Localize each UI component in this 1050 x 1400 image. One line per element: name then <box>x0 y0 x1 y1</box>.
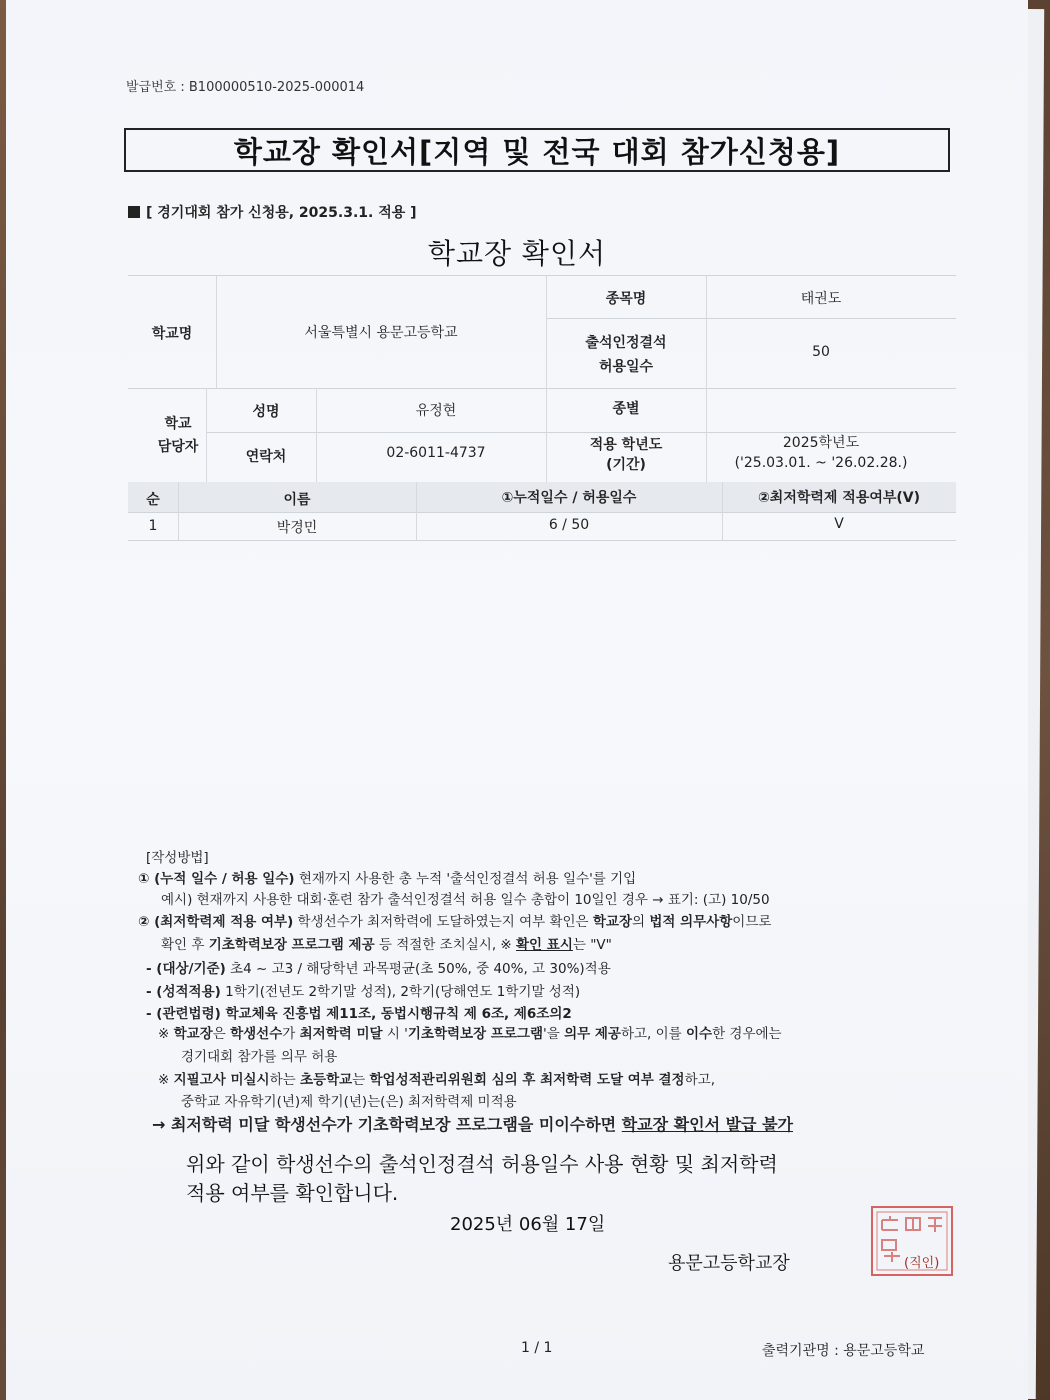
contact-label: 연락처 <box>245 449 287 465</box>
year-value-1: 2025학년도 <box>782 435 860 451</box>
issue-number: 발급번호 : B100000510-2025-000014 <box>126 80 365 95</box>
col-header-minimum: ②최저학력제 적용여부(V) <box>757 490 921 506</box>
name-value: 유정현 <box>415 403 457 419</box>
row-minimum: V <box>834 516 844 532</box>
school-seal <box>868 1204 958 1280</box>
confirm-line-1: 위와 같이 학생선수의 출석인정결석 허용일수 사용 현황 및 최저학력 <box>186 1152 778 1176</box>
school-label: 학교명 <box>151 326 193 342</box>
sport-value: 태권도 <box>800 291 842 307</box>
header-title-box <box>124 128 950 172</box>
col-header-days: ①누적일수 / 허용일수 <box>501 490 637 506</box>
absence-label-2: 허용일수 <box>598 359 654 375</box>
col-header-name: 이름 <box>283 492 311 508</box>
manager-label-2: 담당자 <box>157 439 199 455</box>
absence-value: 50 <box>812 344 830 360</box>
issue-date: 2025년 06월 17일 <box>450 1214 606 1235</box>
row-days: 6 / 50 <box>548 517 590 533</box>
method-line-10: ※ 지필고사 미실시하는 초등학교는 학업성적관리위원회 심의 후 최저학력 도달 여부 결정하고, <box>158 1072 715 1088</box>
header-title: 학교장 확인서[지역 및 전국 대회 참가신청용] <box>233 134 841 169</box>
signer-name: 용문고등학교장 <box>668 1253 790 1274</box>
method-line-7: - (관련법령) 학교체육 진흥법 제11조, 동법시행규칙 제 6조, 제6조의2 <box>146 1006 572 1022</box>
square-bullet-icon <box>128 206 140 218</box>
row-name: 박경민 <box>276 520 318 536</box>
method-line-5: - (대상/기준) 초4 ~ 고3 / 해당학년 과목평균(초 50%, 중 40%, 고 30%)적용 <box>146 961 611 977</box>
method-line-11: 중학교 자유학기(년)제 학기(년)는(은) 최저학력제 미적용 <box>181 1094 517 1110</box>
method-line-8: ※ 학교장은 학생선수가 최저학력 미달 시 '기초학력보장 프로그램'을 의무 제공하고, 이를 이수한 경우에는 <box>158 1026 782 1042</box>
usage-note: [ 경기대회 참가 신청용, 2025.3.1. 적용 ] <box>128 202 417 222</box>
doc-title: 학교장 확인서 <box>427 237 607 270</box>
method-line-4: 확인 후 기초학력보장 프로그램 제공 등 적절한 조치실시, ※ 확인 표시는 "V" <box>161 937 612 953</box>
year-label-1: 적용 학년도 <box>589 437 663 453</box>
year-label-2: (기간) <box>606 457 646 473</box>
page-number: 1 / 1 <box>521 1340 553 1356</box>
row-no: 1 <box>148 518 158 534</box>
manager-label-1: 학교 <box>164 416 192 432</box>
year-value-2: ('25.03.01. ~ '26.02.28.) <box>734 455 908 471</box>
contact-value: 02-6011-4737 <box>386 445 486 461</box>
method-line-6: - (성적적용) 1학기(전년도 2학기말 성적), 2학기(당해연도 1학기말 성적) <box>146 984 581 1000</box>
col-header-no: 순 <box>146 492 160 508</box>
sport-label: 종목명 <box>605 291 647 307</box>
method-line-12: → 최저학력 미달 학생선수가 기초학력보장 프로그램을 미이수하면 학교장 확인서 발급 불가 <box>152 1115 793 1134</box>
confirm-line-2: 적용 여부를 확인합니다. <box>186 1181 399 1205</box>
method-heading: [작성방법] <box>146 850 209 866</box>
type-label: 종별 <box>612 401 640 417</box>
method-line-9: 경기대회 참가를 의무 허용 <box>181 1049 338 1065</box>
method-line-2: 예시) 현재까지 사용한 대회·훈련 참가 출석인정결석 허용 일수 총합이 10일인 경우 → 표기: (고) 10/50 <box>161 892 770 908</box>
output-organization: 출력기관명 : 용문고등학교 <box>762 1343 925 1359</box>
name-label: 성명 <box>252 404 280 420</box>
method-line-3: ② (최저학력제 적용 여부) 학생선수가 최저학력에 도달하였는지 여부 확인은 학교장의 법적 의무사항이므로 <box>138 914 772 930</box>
document-page <box>6 0 1028 1400</box>
school-value: 서울특별시 용문고등학교 <box>304 325 458 341</box>
absence-label-1: 출석인정결석 <box>585 335 667 351</box>
seal-label: (직인) <box>904 1256 940 1271</box>
method-line-1: ① (누적 일수 / 허용 일수) 현재까지 사용한 총 누적 '출석인정결석 허용 일수'를 기입 <box>138 871 637 887</box>
